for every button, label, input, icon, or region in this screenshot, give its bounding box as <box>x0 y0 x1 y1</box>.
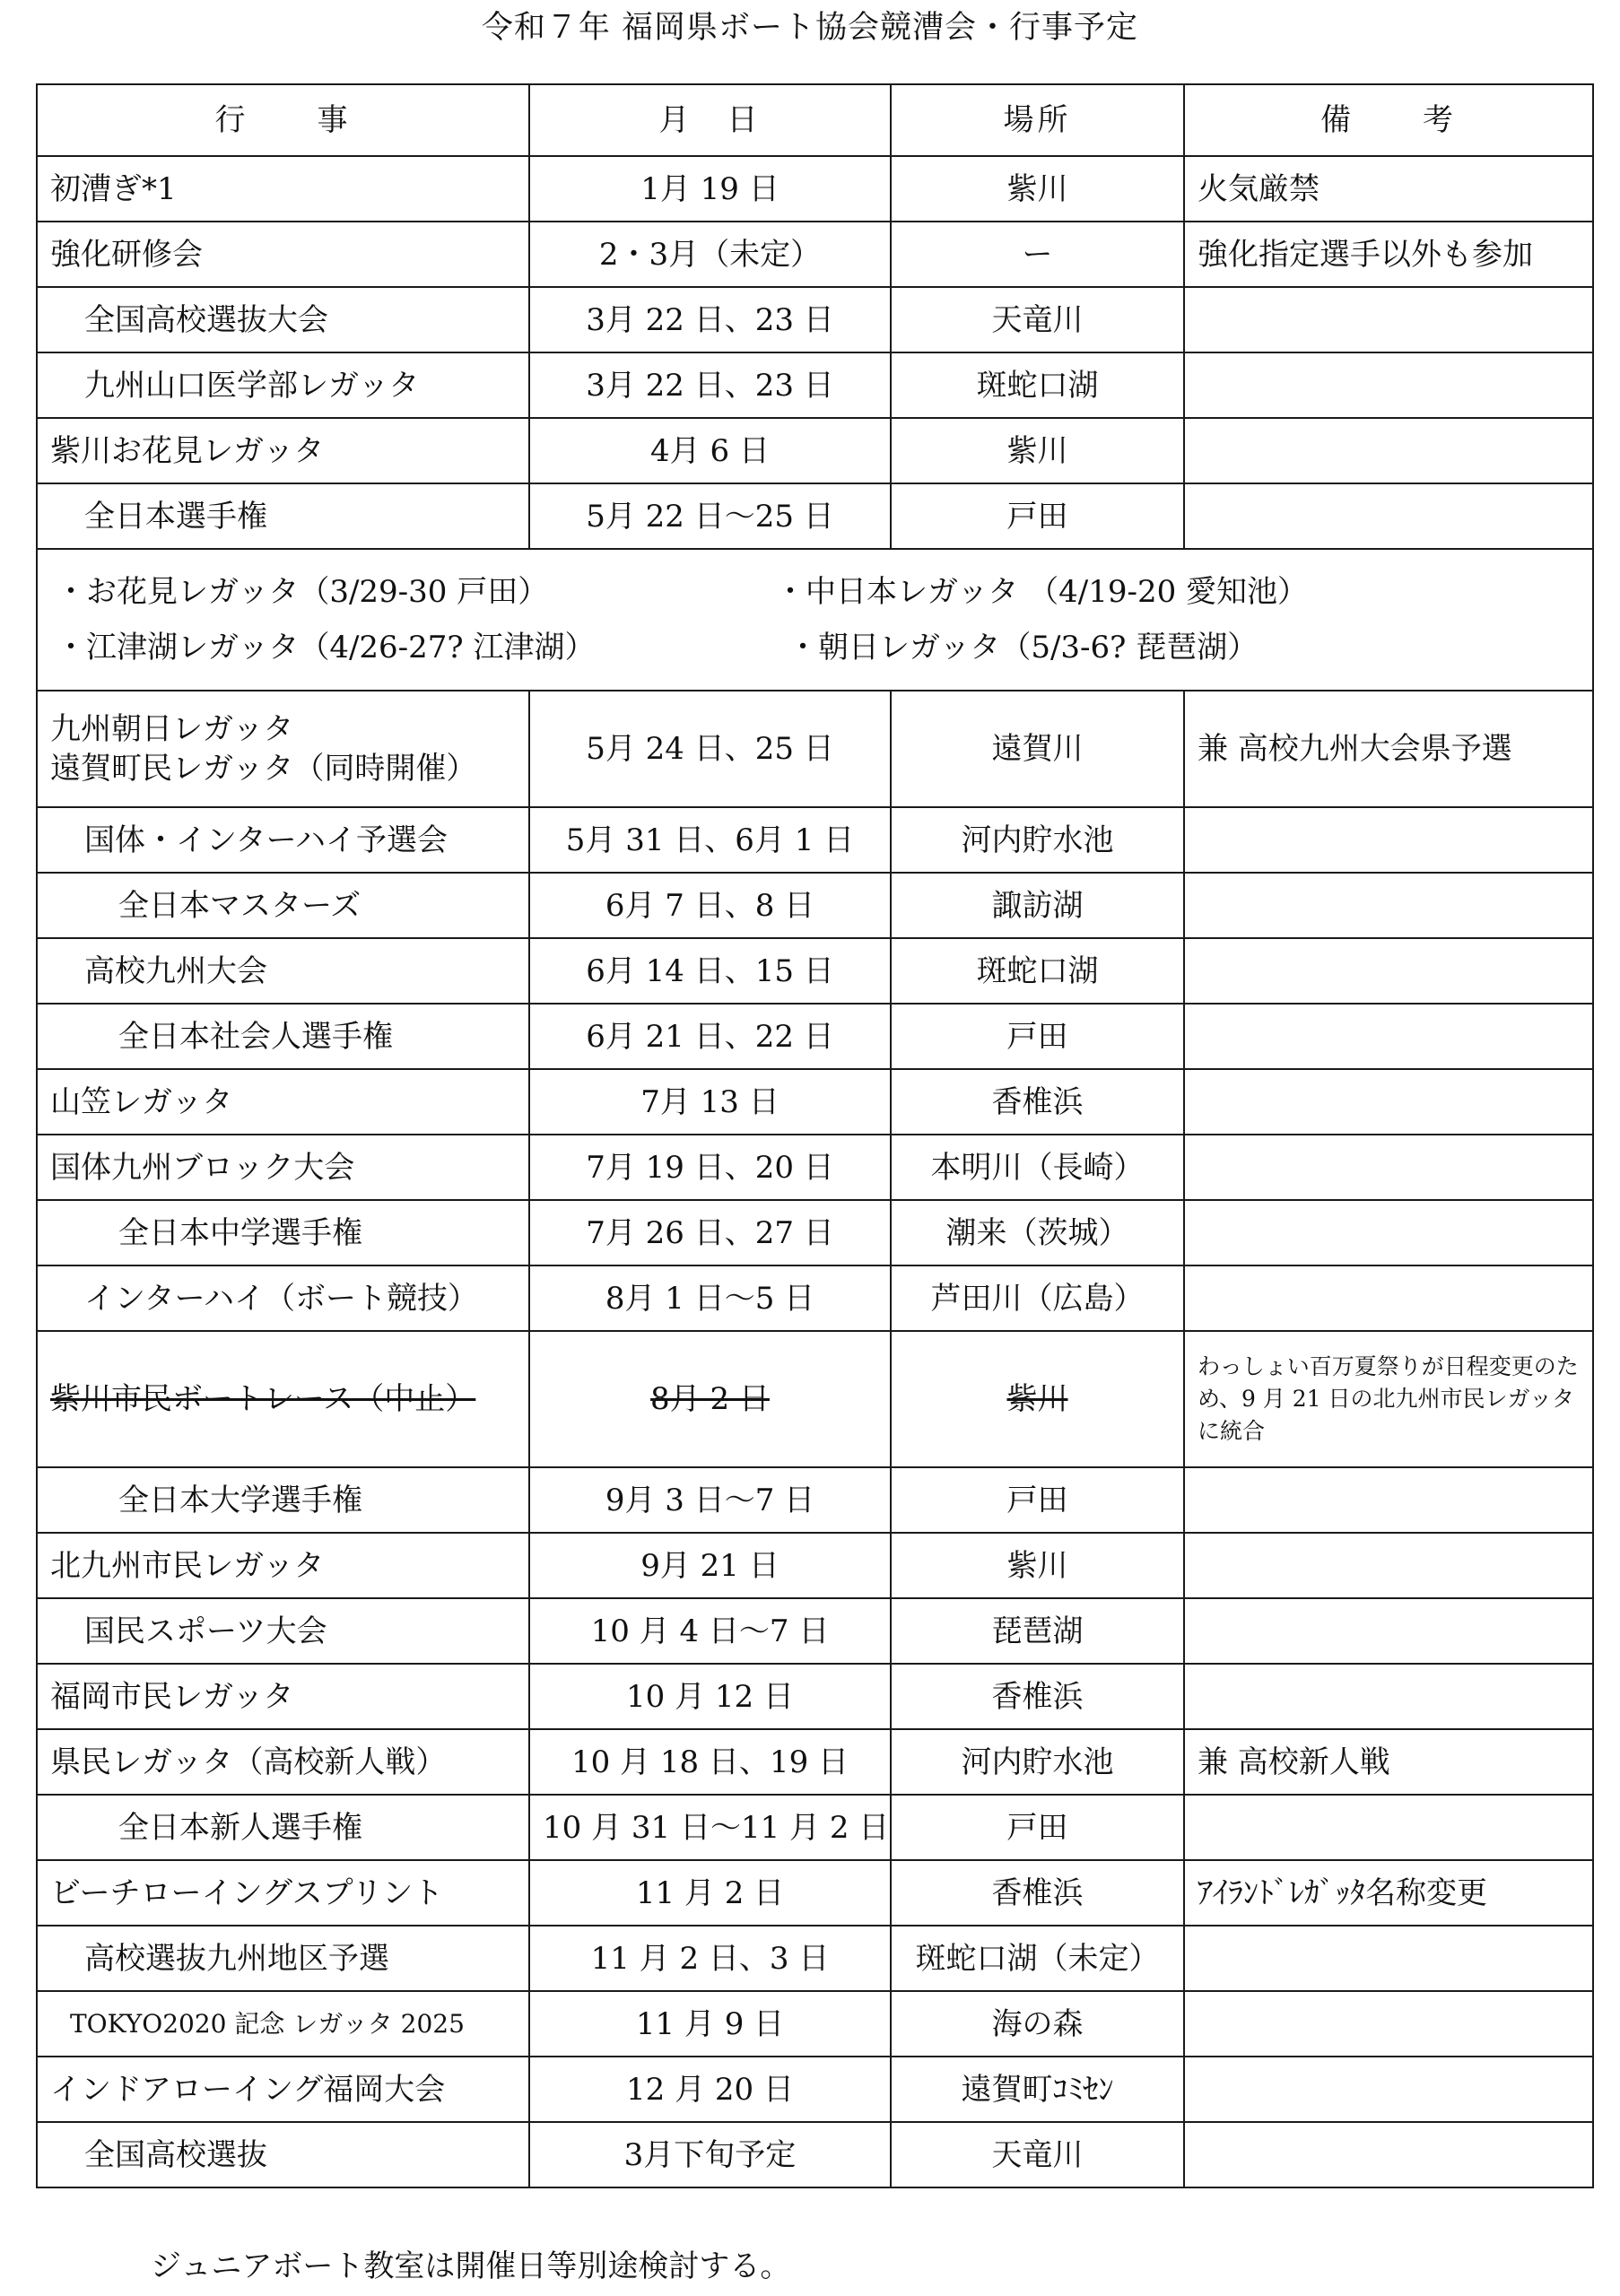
table-row <box>37 1664 1593 1729</box>
header-note: 備 考 <box>1184 84 1593 156</box>
note-cell <box>1184 483 1593 549</box>
event-cell: 紫川お花見レガッタ <box>37 418 529 483</box>
place-cell: 斑蛇口湖（未定） <box>891 1926 1184 1991</box>
table-row <box>37 1926 1593 1991</box>
header-place: 場所 <box>891 84 1184 156</box>
table-row <box>37 2057 1593 2122</box>
date-cell: 5月 24 日、25 日 <box>529 691 891 807</box>
place-cell: 戸田 <box>891 483 1184 549</box>
table-row <box>37 1598 1593 1664</box>
event-cell: 全国高校選抜大会 <box>37 287 529 352</box>
note-cell <box>1184 1795 1593 1860</box>
note-cell <box>1184 873 1593 938</box>
info-item: ・朝日レガッタ（5/3-6? 琵琶湖） <box>788 630 1259 665</box>
note-cell <box>1184 418 1593 483</box>
place-cell: 斑蛇口湖 <box>891 938 1184 1004</box>
note-cell <box>1184 287 1593 352</box>
date-cell: 10 月 31 日～11 月 2 日 <box>529 1795 891 1860</box>
table-row <box>37 691 1593 807</box>
event-cell: 国体・インターハイ予選会 <box>37 807 529 873</box>
table-row <box>37 1004 1593 1069</box>
place-cell: 本明川（長崎） <box>891 1135 1184 1200</box>
event-cell: 福岡市民レガッタ <box>37 1664 529 1729</box>
table-row <box>37 1069 1593 1135</box>
note-cell <box>1184 1200 1593 1265</box>
schedule-table <box>36 83 1594 2188</box>
event-cell: ビーチローイングスプリント <box>37 1860 529 1926</box>
table-header-row <box>37 84 1593 156</box>
place-cell: 天竜川 <box>891 2122 1184 2187</box>
date-cell: 11 月 2 日、3 日 <box>529 1926 891 1991</box>
date-cell: 7月 26 日、27 日 <box>529 1200 891 1265</box>
date-cell: 4月 6 日 <box>529 418 891 483</box>
note-cell <box>1184 1265 1593 1331</box>
table-row <box>37 418 1593 483</box>
event-cell: 全国高校選抜 <box>37 2122 529 2187</box>
date-cell: 10 月 18 日、19 日 <box>529 1729 891 1795</box>
date-cell: 9月 21 日 <box>529 1533 891 1598</box>
place-cell: 斑蛇口湖 <box>891 352 1184 418</box>
note-cell <box>1184 938 1593 1004</box>
place-cell: 琵琶湖 <box>891 1598 1184 1664</box>
info-item: ・お花見レガッタ（3/29-30 戸田） <box>56 574 549 610</box>
event-cell: 紫川市民ボートレース（中止） <box>37 1331 529 1467</box>
place-cell: 河内貯水池 <box>891 1729 1184 1795</box>
place-cell: 香椎浜 <box>891 1860 1184 1926</box>
note-cell <box>1184 1004 1593 1069</box>
table-row <box>37 1795 1593 1860</box>
event-cell: 山笠レガッタ <box>37 1069 529 1135</box>
place-cell: 戸田 <box>891 1467 1184 1533</box>
table-row-cancelled <box>37 1331 1593 1467</box>
info-box <box>37 549 1593 691</box>
event-cell: 全日本新人選手権 <box>37 1795 529 1860</box>
note-cell <box>1184 1598 1593 1664</box>
info-item: ・中日本レガッタ （4/19-20 愛知池） <box>775 574 1309 610</box>
note-cell <box>1184 1069 1593 1135</box>
table-body-mid <box>37 807 1593 1331</box>
note-cell: わっしょい百万夏祭りが日程変更のため、9 月 21 日の北九州市民レガッタに統合 <box>1184 1331 1593 1467</box>
table-row <box>37 807 1593 873</box>
header-event: 行 事 <box>37 84 529 156</box>
place-cell: 河内貯水池 <box>891 807 1184 873</box>
place-cell: 紫川 <box>891 1533 1184 1598</box>
header-date: 月 日 <box>529 84 891 156</box>
date-cell: 10 月 12 日 <box>529 1664 891 1729</box>
event-cell: 国民スポーツ大会 <box>37 1598 529 1664</box>
place-cell: 戸田 <box>891 1004 1184 1069</box>
place-cell: ー <box>891 222 1184 287</box>
table-row <box>37 1533 1593 1598</box>
note-cell <box>1184 807 1593 873</box>
note-cell <box>1184 2122 1593 2187</box>
event-line: 九州朝日レガッタ <box>50 711 294 747</box>
event-cell: 全日本中学選手権 <box>37 1200 529 1265</box>
event-cell: インターハイ（ボート競技） <box>37 1265 529 1331</box>
date-cell: 6月 21 日、22 日 <box>529 1004 891 1069</box>
event-cell: 九州山口医学部レガッタ <box>37 352 529 418</box>
place-cell: 香椎浜 <box>891 1664 1184 1729</box>
event-cell: 高校選抜九州地区予選 <box>37 1926 529 1991</box>
event-cell: インドアローイング福岡大会 <box>37 2057 529 2122</box>
cancelled-body <box>37 1331 1593 1467</box>
table-row <box>37 1135 1593 1200</box>
note-cell <box>1184 1926 1593 1991</box>
date-cell: 3月 22 日、23 日 <box>529 287 891 352</box>
note-cell <box>1184 1991 1593 2057</box>
note-cell <box>1184 352 1593 418</box>
date-cell: 5月 22 日～25 日 <box>529 483 891 549</box>
date-cell: 11 月 9 日 <box>529 1991 891 2057</box>
event-cell: 県民レガッタ（高校新人戦） <box>37 1729 529 1795</box>
note-cell <box>1184 1467 1593 1533</box>
note-cell <box>1184 1664 1593 1729</box>
place-cell: 芦田川（広島） <box>891 1265 1184 1331</box>
event-cell: 強化研修会 <box>37 222 529 287</box>
note-cell: 兼 高校新人戦 <box>1184 1729 1593 1795</box>
table-row <box>37 938 1593 1004</box>
table-row <box>37 2122 1593 2187</box>
date-cell: 8月 1 日～5 日 <box>529 1265 891 1331</box>
date-cell: 10 月 4 日～7 日 <box>529 1598 891 1664</box>
date-cell: 3月 22 日、23 日 <box>529 352 891 418</box>
event-line: 遠賀町民レガッタ（同時開催） <box>50 751 477 787</box>
date-cell: 2・3月（未定） <box>529 222 891 287</box>
table-row <box>37 1860 1593 1926</box>
page-title: 令和７年 福岡県ボート協会競漕会・行事予定 <box>481 10 1139 46</box>
event-cell: 初漕ぎ*1 <box>37 156 529 222</box>
table-row <box>37 1467 1593 1533</box>
table-row <box>37 483 1593 549</box>
table-row <box>37 1200 1593 1265</box>
place-cell: 紫川 <box>891 1331 1184 1467</box>
event-cell <box>37 691 529 807</box>
date-cell: 6月 14 日、15 日 <box>529 938 891 1004</box>
note-cell <box>1184 2057 1593 2122</box>
place-cell: 紫川 <box>891 418 1184 483</box>
place-cell: 遠賀川 <box>891 691 1184 807</box>
date-cell: 3月下旬予定 <box>529 2122 891 2187</box>
event-cell: 北九州市民レガッタ <box>37 1533 529 1598</box>
table-row <box>37 1265 1593 1331</box>
table-row <box>37 873 1593 938</box>
info-box-body <box>37 549 1593 807</box>
note-cell: 火気厳禁 <box>1184 156 1593 222</box>
date-cell: 6月 7 日、8 日 <box>529 873 891 938</box>
place-cell: 戸田 <box>891 1795 1184 1860</box>
date-cell: 7月 19 日、20 日 <box>529 1135 891 1200</box>
event-cell: 全日本大学選手権 <box>37 1467 529 1533</box>
note-cell: 兼 高校九州大会県予選 <box>1184 691 1593 807</box>
place-cell: 遠賀町ｺﾐｾﾝ <box>891 2057 1184 2122</box>
event-cell: 全日本マスターズ <box>37 873 529 938</box>
place-cell: 諏訪湖 <box>891 873 1184 938</box>
table-body-bottom <box>37 1467 1593 2187</box>
place-cell: 紫川 <box>891 156 1184 222</box>
event-cell: 全日本社会人選手権 <box>37 1004 529 1069</box>
event-cell: 高校九州大会 <box>37 938 529 1004</box>
info-box-row <box>37 549 1593 691</box>
note-cell: 強化指定選手以外も参加 <box>1184 222 1593 287</box>
event-cell: TOKYO2020 記念 レガッタ 2025 <box>37 1991 529 2057</box>
note-cell: ｱｲﾗﾝﾄﾞﾚｶﾞｯﾀ名称変更 <box>1184 1860 1593 1926</box>
place-cell: 潮来（茨城） <box>891 1200 1184 1265</box>
date-cell: 11 月 2 日 <box>529 1860 891 1926</box>
table-row <box>37 1729 1593 1795</box>
date-cell: 12 月 20 日 <box>529 2057 891 2122</box>
date-cell: 1月 19 日 <box>529 156 891 222</box>
table-row <box>37 287 1593 352</box>
date-cell: 7月 13 日 <box>529 1069 891 1135</box>
place-cell: 香椎浜 <box>891 1069 1184 1135</box>
info-item: ・江津湖レガッタ（4/26-27? 江津湖） <box>56 630 596 665</box>
table-row <box>37 222 1593 287</box>
table-body-top <box>37 156 1593 549</box>
event-cell: 全日本選手権 <box>37 483 529 549</box>
date-cell: 8月 2 日 <box>529 1331 891 1467</box>
date-cell: 5月 31 日、6月 1 日 <box>529 807 891 873</box>
date-cell: 9月 3 日～7 日 <box>529 1467 891 1533</box>
table-row <box>37 352 1593 418</box>
table-row <box>37 1991 1593 2057</box>
footer-note: ジュニアボート教室は開催日等別途検討する。 <box>151 2248 791 2284</box>
note-cell <box>1184 1135 1593 1200</box>
table-row <box>37 156 1593 222</box>
note-cell <box>1184 1533 1593 1598</box>
place-cell: 海の森 <box>891 1991 1184 2057</box>
event-cell: 国体九州ブロック大会 <box>37 1135 529 1200</box>
place-cell: 天竜川 <box>891 287 1184 352</box>
